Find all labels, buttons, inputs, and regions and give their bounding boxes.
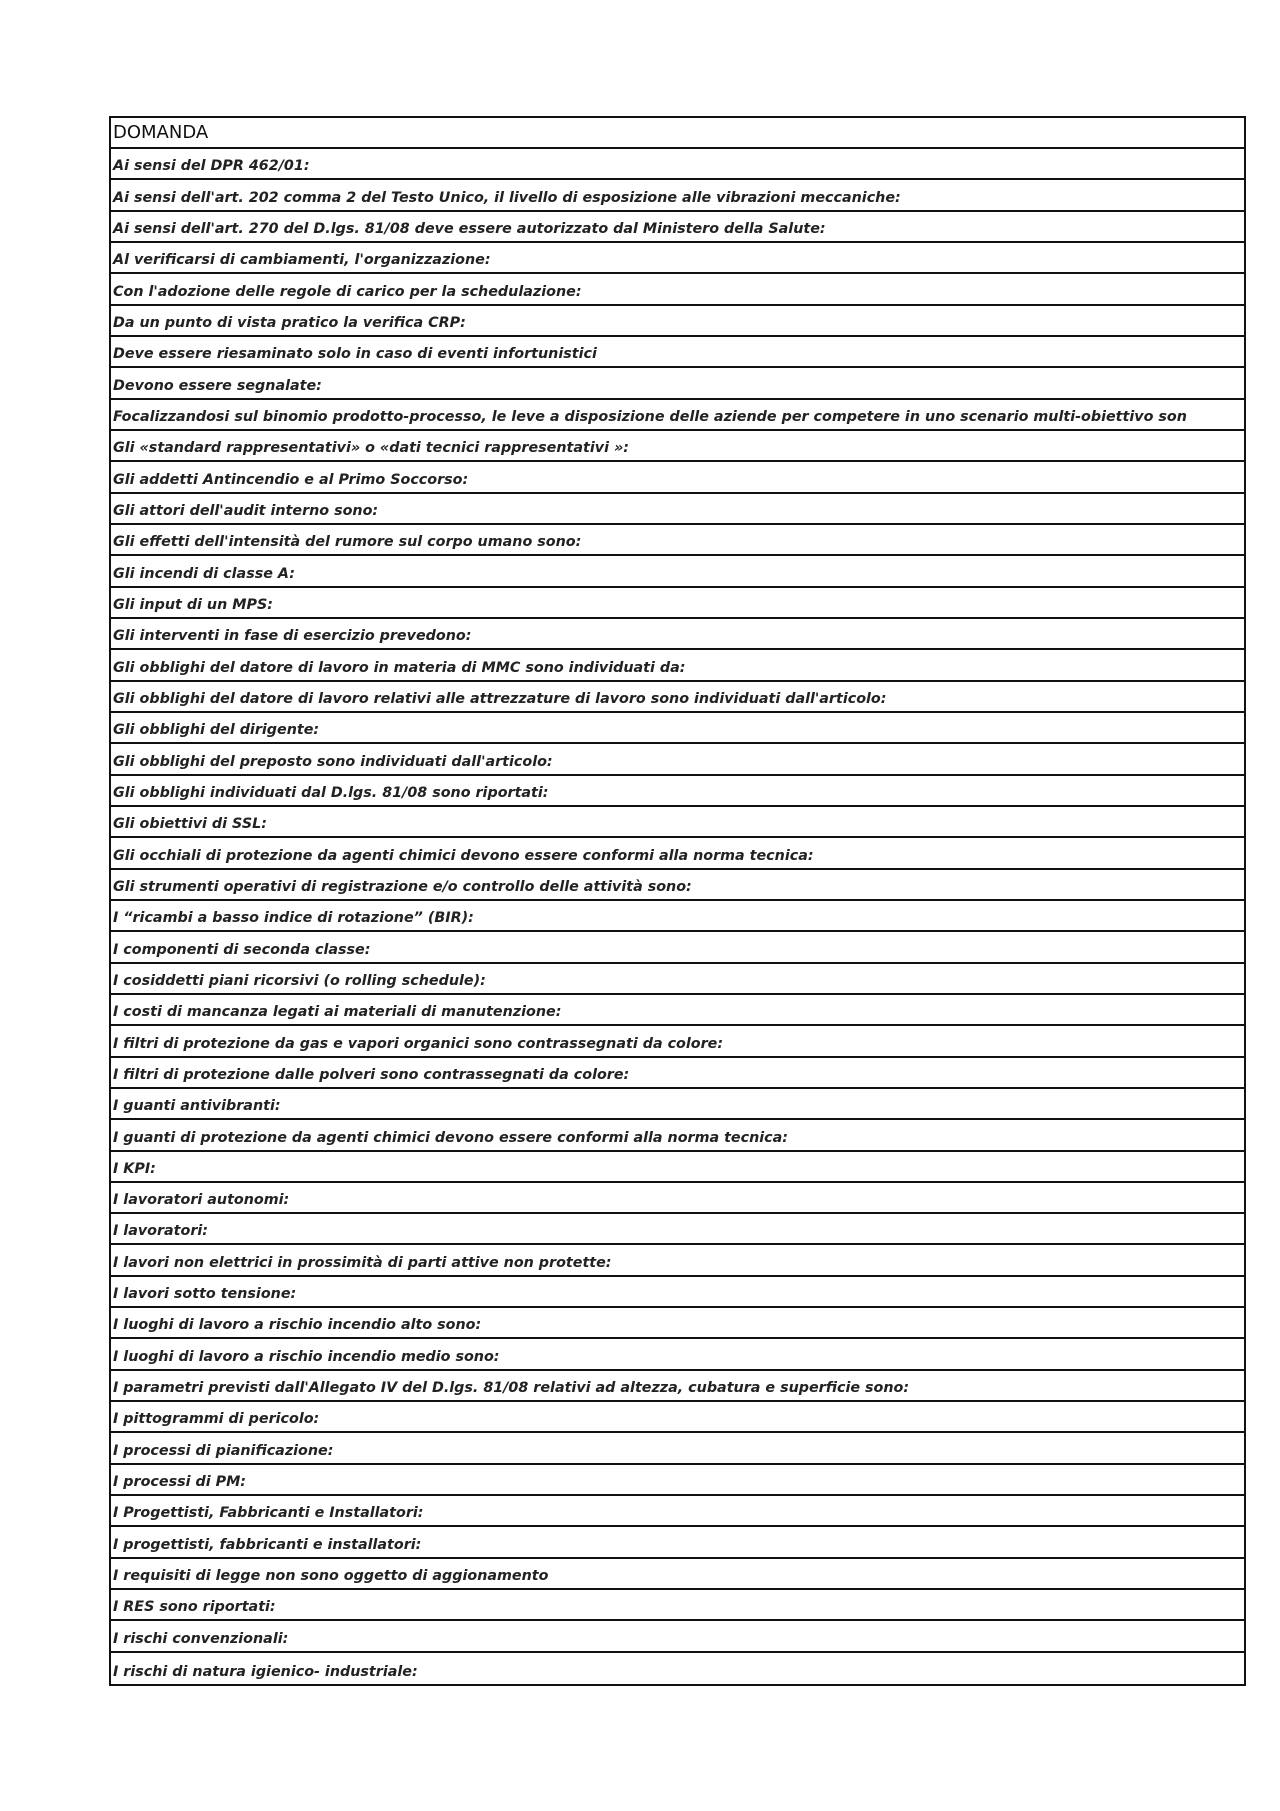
table-row: I pittogrammi di pericolo: <box>111 1402 1244 1433</box>
table-row: I filtri di protezione da gas e vapori organici sono contrassegnati da colore: <box>111 1026 1244 1057</box>
table-row: I filtri di protezione dalle polveri sono contrassegnati da colore: <box>111 1058 1244 1089</box>
table-row: I processi di PM: <box>111 1465 1244 1496</box>
table-row: Gli obiettivi di SSL: <box>111 807 1244 838</box>
table-row: I RES sono riportati: <box>111 1590 1244 1621</box>
table-row: Ai sensi del DPR 462/01: <box>111 149 1244 180</box>
table-row: Al verificarsi di cambiamenti, l'organizzazione: <box>111 243 1244 274</box>
question-table <box>109 116 1246 1686</box>
table-row: I guanti antivibranti: <box>111 1089 1244 1120</box>
column-header-domanda: DOMANDA <box>111 118 1244 149</box>
table-row: Ai sensi dell'art. 202 comma 2 del Testo Unico, il livello di esposizione alle vibrazioni meccaniche: <box>111 180 1244 211</box>
table-row: Focalizzandosi sul binomio prodotto-processo, le leve a disposizione delle aziende per competere in uno scenario multi-obiettivo son <box>111 400 1244 431</box>
table-row: Gli obblighi del preposto sono individuati dall'articolo: <box>111 744 1244 775</box>
table-row: I rischi di natura igienico- industriale: <box>113 1664 418 1681</box>
table-row: Gli obblighi del datore di lavoro in materia di MMC sono individuati da: <box>111 650 1244 681</box>
table-row: Gli attori dell'audit interno sono: <box>111 494 1244 525</box>
table-row: Gli obblighi del dirigente: <box>111 713 1244 744</box>
table-row: Gli «standard rappresentativi» o «dati tecnici rappresentativi »: <box>111 431 1244 462</box>
table-row: Ai sensi dell'art. 270 del D.lgs. 81/08 deve essere autorizzato dal Ministero della Salute: <box>111 212 1244 243</box>
table-row: I lavori non elettrici in prossimità di parti attive non protette: <box>111 1245 1244 1276</box>
table-row: I requisiti di legge non sono oggetto di aggionamento <box>111 1559 1244 1590</box>
table-row: I lavori sotto tensione: <box>111 1277 1244 1308</box>
table-row: I componenti di seconda classe: <box>111 932 1244 963</box>
table-row: I “ricambi a basso indice di rotazione” (BIR): <box>111 901 1244 932</box>
table-row: Devono essere segnalate: <box>111 368 1244 399</box>
table-row: Da un punto di vista pratico la verifica CRP: <box>111 306 1244 337</box>
table-row: I luoghi di lavoro a rischio incendio medio sono: <box>111 1339 1244 1370</box>
table-row: I rischi convenzionali: <box>111 1621 1244 1652</box>
table-row: I progettisti, fabbricanti e installatori: <box>111 1527 1244 1558</box>
table-row: I luoghi di lavoro a rischio incendio alto sono: <box>111 1308 1244 1339</box>
table-row: I Progettisti, Fabbricanti e Installatori: <box>111 1496 1244 1527</box>
table-row: I costi di mancanza legati ai materiali di manutenzione: <box>111 995 1244 1026</box>
table-row: Gli obblighi individuati dal D.lgs. 81/08 sono riportati: <box>111 776 1244 807</box>
table-row: Gli addetti Antincendio e al Primo Soccorso: <box>111 462 1244 493</box>
table-row: I guanti di protezione da agenti chimici devono essere conformi alla norma tecnica: <box>111 1120 1244 1151</box>
table-row: Gli strumenti operativi di registrazione e/o controllo delle attività sono: <box>111 870 1244 901</box>
table-row: Gli obblighi del datore di lavoro relativi alle attrezzature di lavoro sono individuati dall'articolo: <box>111 682 1244 713</box>
table-row: Gli effetti dell'intensità del rumore sul corpo umano sono: <box>111 525 1244 556</box>
table-row: I parametri previsti dall'Allegato IV del D.lgs. 81/08 relativi ad altezza, cubatura e superficie sono: <box>111 1371 1244 1402</box>
table-row: Deve essere riesaminato solo in caso di eventi infortunistici <box>111 337 1244 368</box>
question-rows <box>111 149 1244 1684</box>
table-row: I lavoratori autonomi: <box>111 1183 1244 1214</box>
table-row: I lavoratori: <box>111 1214 1244 1245</box>
table-row: I cosiddetti piani ricorsivi (o rolling schedule): <box>111 964 1244 995</box>
table-row: I processi di pianificazione: <box>111 1433 1244 1464</box>
table-row: Gli incendi di classe A: <box>111 556 1244 587</box>
table-row: I KPI: <box>111 1152 1244 1183</box>
table-row: Con l'adozione delle regole di carico per la schedulazione: <box>111 274 1244 305</box>
table-row: Gli occhiali di protezione da agenti chimici devono essere conformi alla norma tecnica: <box>111 838 1244 869</box>
table-row: Gli input di un MPS: <box>111 588 1244 619</box>
table-row: Gli interventi in fase di esercizio prevedono: <box>111 619 1244 650</box>
